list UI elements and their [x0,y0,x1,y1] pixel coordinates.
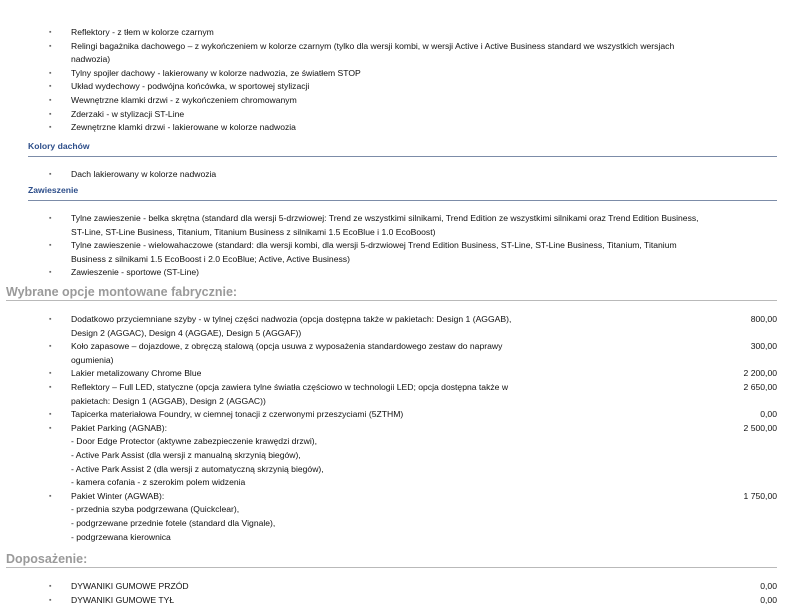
extra-equipment-list [0,580,795,607]
bullet-icon: ▪ [49,242,52,250]
list-item [0,239,795,266]
bullet-icon: ▪ [49,492,52,500]
bullet-icon: ▪ [49,110,52,118]
option-price: 0,00 [760,409,777,420]
option-text: - Active Park Assist 2 (dla wersji z automatyczną skrzynią biegów), [71,463,324,474]
option-row [0,594,795,608]
option-text: pakietach: Design 1 (AGGAB), Design 2 (AGGAC)) [71,395,266,406]
option-price: 300,00 [750,341,777,352]
divider [28,200,777,201]
bullet-icon: ▪ [49,370,52,378]
option-text: Pakiet Parking (AGNAB): [71,422,167,433]
list-item [0,108,795,122]
bullet-icon: ▪ [49,124,52,132]
option-text: - podgrzewana kierownica [71,531,171,542]
bullet-icon: ▪ [49,215,52,222]
bullet-icon: ▪ [49,69,52,77]
list-item [0,212,795,239]
bullet-icon: ▪ [49,42,52,50]
option-text: DYWANIKI GUMOWE TYŁ [71,594,175,605]
item-text: Reflektory - z tłem w kolorze czarnym [71,27,214,37]
option-row [0,490,795,544]
divider [6,300,777,301]
bullet-icon: ▪ [49,411,52,419]
option-text: Reflektory – Full LED, statyczne (opcja zawiera tylne światła częściowo w technologii LED; opcja dostępna także w [71,381,509,392]
option-price: 800,00 [750,314,777,324]
item-text: nadwozia) [71,54,111,65]
list-item [0,168,795,182]
item-text: Wewnętrzne klamki drzwi - z wykończeniem chromowanym [71,94,297,105]
option-text: - przednia szyba podgrzewana (Quickclear), [71,504,240,515]
option-row [0,313,795,340]
option-price: 0,00 [760,594,777,605]
option-row [0,381,795,408]
item-text: Zewnętrzne klamki drzwi - lakierowane w kolorze nadwozia [71,122,296,133]
item-text: Zderzaki - w stylizacji ST-Line [71,108,185,119]
bullet-icon: ▪ [49,383,52,391]
bullet-icon: ▪ [49,343,52,351]
exterior-features-list [0,26,795,135]
option-row [0,408,795,422]
option-text: ogumienia) [71,354,114,365]
item-text: ST-Line, ST-Line Business, Titanium, Titanium Business z silnikami 1.5 EcoBlue i 1.0 EcoBoost) [71,226,436,237]
option-price: 2 500,00 [743,422,777,433]
divider [28,156,777,157]
option-text: Pakiet Winter (AGWAB): [71,490,165,501]
subsection-heading-suspension: Zawieszenie [28,185,79,195]
bullet-icon: ▪ [49,316,52,323]
option-text: Dodatkowo przyciemniane szyby - w tylnej części nadwozia (opcja dostępna także w pakietach: Design 1 (AGGAB), [71,314,512,324]
divider [6,567,777,568]
bullet-icon: ▪ [49,269,52,277]
item-text: Tylny spojler dachowy - lakierowany w kolorze nadwozia, ze światłem STOP [71,67,361,78]
option-price: 0,00 [760,581,777,591]
option-text: - podgrzewane przednie fotele (standard dla Vignale), [71,517,276,528]
bullet-icon: ▪ [49,424,52,432]
subsection-heading-roof-colors: Kolory dachów [28,141,90,151]
option-row [0,340,795,367]
option-text: Lakier metalizowany Chrome Blue [71,368,202,379]
option-text: - Door Edge Protector (aktywne zabezpieczenie krawędzi drzwi), [71,436,317,447]
option-text: Design 2 (AGGAC), Design 4 (AGGAE), Design 5 (AGGAF)) [71,327,302,338]
list-item [0,266,795,280]
option-text: - kamera cofania - z szerokim polem widzenia [71,477,246,488]
bullet-icon: ▪ [49,29,52,36]
item-text: Business z silnikami 1.5 EcoBoost i 2.0 EcoBlue; Active, Active Business) [71,253,350,264]
option-price: 2 650,00 [743,381,777,392]
section-title-extra-equipment: Doposażenie: [6,552,88,566]
option-price: 2 200,00 [743,368,777,379]
list-item [0,67,795,81]
option-text: Koło zapasowe – dojazdowe, z obręczą stalową (opcja usuwa z wyposażenia standardowego zestaw do naprawy [71,341,503,352]
roof-colors-list [0,168,795,182]
bullet-icon: ▪ [49,96,52,104]
bullet-icon: ▪ [49,596,52,604]
option-text: DYWANIKI GUMOWE PRZÓD [71,581,189,591]
item-text: Dach lakierowany w kolorze nadwozia [71,169,217,179]
suspension-list [0,212,795,280]
option-row [0,422,795,490]
option-text: Tapicerka materiałowa Foundry, w ciemnej tonacji z czerwonymi przeszyciami (5ZTHM) [71,409,404,420]
list-item [0,80,795,94]
option-row [0,580,795,594]
list-item [0,94,795,108]
item-text: Zawieszenie - sportowe (ST-Line) [71,267,199,278]
option-row [0,367,795,381]
section-title-factory-options: Wybrane opcje montowane fabrycznie: [6,285,238,299]
bullet-icon: ▪ [49,171,52,178]
item-text: Relingi bagażnika dachowego – z wykończeniem w kolorze czarnym (tylko dla wersji kombi, w wersji Active i Active Business standard we wszystkich wersjach [71,40,675,51]
bullet-icon: ▪ [49,83,52,91]
item-text: Układ wydechowy - podwójna końcówka, w sportowej stylizacji [71,81,310,92]
item-text: Tylne zawieszenie - wielowahaczowe (standard: dla wersji kombi, dla wersji 5-drzwiowej Trend Edition Business, ST-Line, ST-Line Business, Titanium, Titanium [71,240,677,251]
list-item [0,121,795,135]
option-text: - Active Park Assist (dla wersji z manualną skrzynią biegów), [71,449,301,460]
list-item [0,40,795,67]
bullet-icon: ▪ [49,583,52,590]
factory-options-list [0,313,795,544]
item-text: Tylne zawieszenie - belka skrętna (standard dla wersji 5-drzwiowej: Trend ze wszystkimi silnikami, Trend Edition ze wszystkimi silnikami oraz Trend Edition Business, [71,213,699,223]
list-item [0,26,795,40]
option-price: 1 750,00 [743,490,777,501]
